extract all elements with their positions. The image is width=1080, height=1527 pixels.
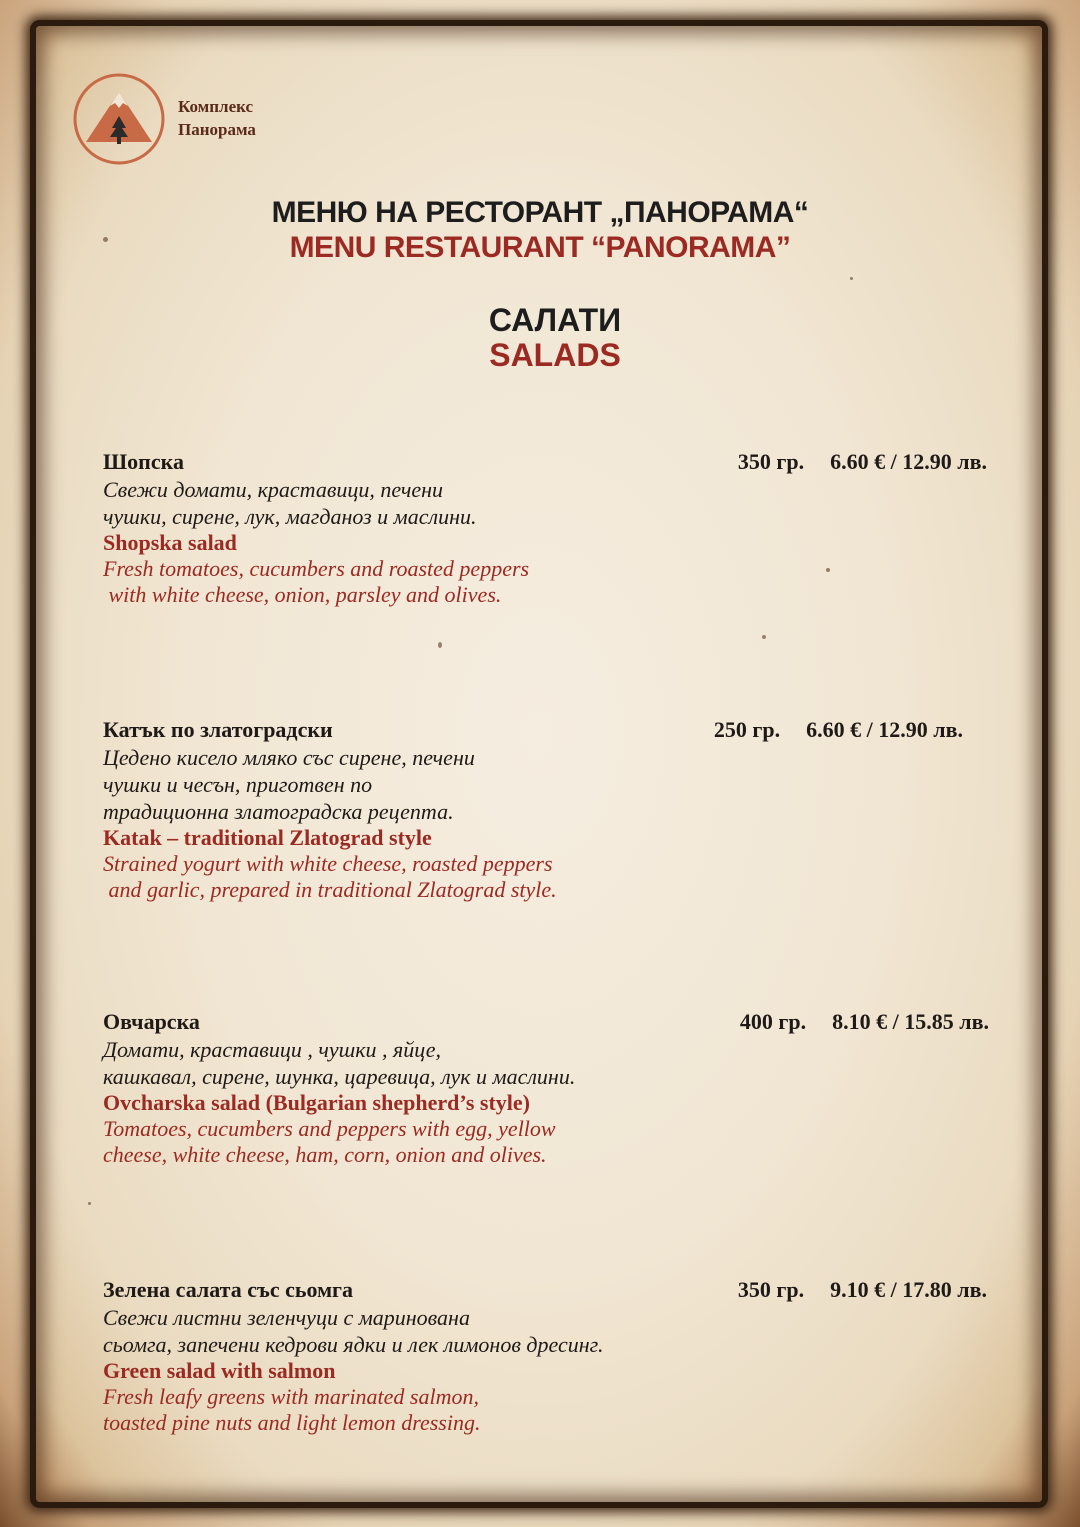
menu-item <box>103 716 983 903</box>
item-description-english: with white cheese, onion, parsley and olives. <box>103 582 502 607</box>
item-description-bulgarian: Домати, краставици , чушки , яйце, <box>103 1037 442 1062</box>
section-title-bulgarian: САЛАТИ <box>488 302 622 338</box>
menu-item <box>103 448 987 608</box>
item-description-english: and garlic, prepared in traditional Zlatograd style. <box>103 877 557 902</box>
item-weight: 350 гр. <box>737 449 805 474</box>
item-name-english: Shopska salad <box>103 530 237 555</box>
item-description-bulgarian: традиционна златоградска рецепта. <box>103 799 454 824</box>
item-price: 8.10 € / 15.85 лв. <box>832 1009 989 1034</box>
logo-line-2: Панорама <box>178 120 256 139</box>
item-description-bulgarian: Свежи листни зеленчуци с маринована <box>103 1305 470 1330</box>
item-description-english: cheese, white cheese, ham, corn, onion and olives. <box>103 1142 547 1167</box>
item-description-bulgarian: Цедено кисело мляко със сирене, печени <box>103 745 475 770</box>
item-description-english: Fresh tomatoes, cucumbers and roasted peppers <box>103 556 530 581</box>
item-name-english: Ovcharska salad (Bulgarian shepherd’s style) <box>103 1090 531 1115</box>
item-name-english: Green salad with salmon <box>103 1358 336 1383</box>
item-name-english: Katak – traditional Zlatograd style <box>103 825 432 850</box>
item-weight: 250 гр. <box>713 717 781 742</box>
item-price-block <box>714 716 963 744</box>
item-description-bulgarian: сьомга, запечени кедрови ядки и лек лимонов дресинг. <box>103 1332 604 1357</box>
paper-speck <box>850 277 853 280</box>
mountain-tree-logo-icon <box>72 72 166 166</box>
item-price-block <box>738 448 987 476</box>
item-description-english: Fresh leafy greens with marinated salmon, <box>103 1384 479 1409</box>
item-price-block <box>738 1276 987 1304</box>
item-name-bulgarian: Овчарска <box>103 1009 200 1034</box>
item-name-bulgarian: Катък по златоградски <box>103 717 333 742</box>
logo-line-1: Комплекс <box>178 97 254 116</box>
item-description-bulgarian: чушки, сирене, лук, магданоз и маслини. <box>103 504 477 529</box>
item-description-english: toasted pine nuts and light lemon dressing. <box>103 1410 481 1435</box>
menu-item <box>103 1276 987 1436</box>
section-title-english: SALADS <box>489 337 621 373</box>
item-price: 9.10 € / 17.80 лв. <box>830 1277 987 1302</box>
paper-speck <box>762 635 766 639</box>
item-description-english: Strained yogurt with white cheese, roasted peppers <box>103 851 553 876</box>
item-weight: 400 гр. <box>739 1009 807 1034</box>
item-name-bulgarian: Зелена салата със сьомга <box>103 1277 354 1302</box>
item-description-bulgarian: кашкавал, сирене, шунка, царевица, лук и маслини. <box>103 1064 576 1089</box>
paper-speck <box>438 642 442 648</box>
item-price: 6.60 € / 12.90 лв. <box>830 449 987 474</box>
item-description-bulgarian: Свежи домати, краставици, печени <box>103 477 444 502</box>
item-weight: 350 гр. <box>737 1277 805 1302</box>
item-description-english: Tomatoes, cucumbers and peppers with egg, yellow <box>103 1116 556 1141</box>
menu-item <box>103 1008 989 1168</box>
menu-title-bulgarian: МЕНЮ НА РЕСТОРАНТ „ПАНОРАМА“ <box>271 196 809 229</box>
item-description-bulgarian: чушки и чесън, приготвен по <box>103 772 373 797</box>
menu-title-english: MENU RESTAURANT “PANORAMA” <box>289 231 791 264</box>
logo-wordmark <box>178 95 256 141</box>
paper-speck <box>88 1202 91 1205</box>
item-name-bulgarian: Шопска <box>103 449 184 474</box>
item-price-block <box>740 1008 989 1036</box>
item-price: 6.60 € / 12.90 лв. <box>806 717 963 742</box>
